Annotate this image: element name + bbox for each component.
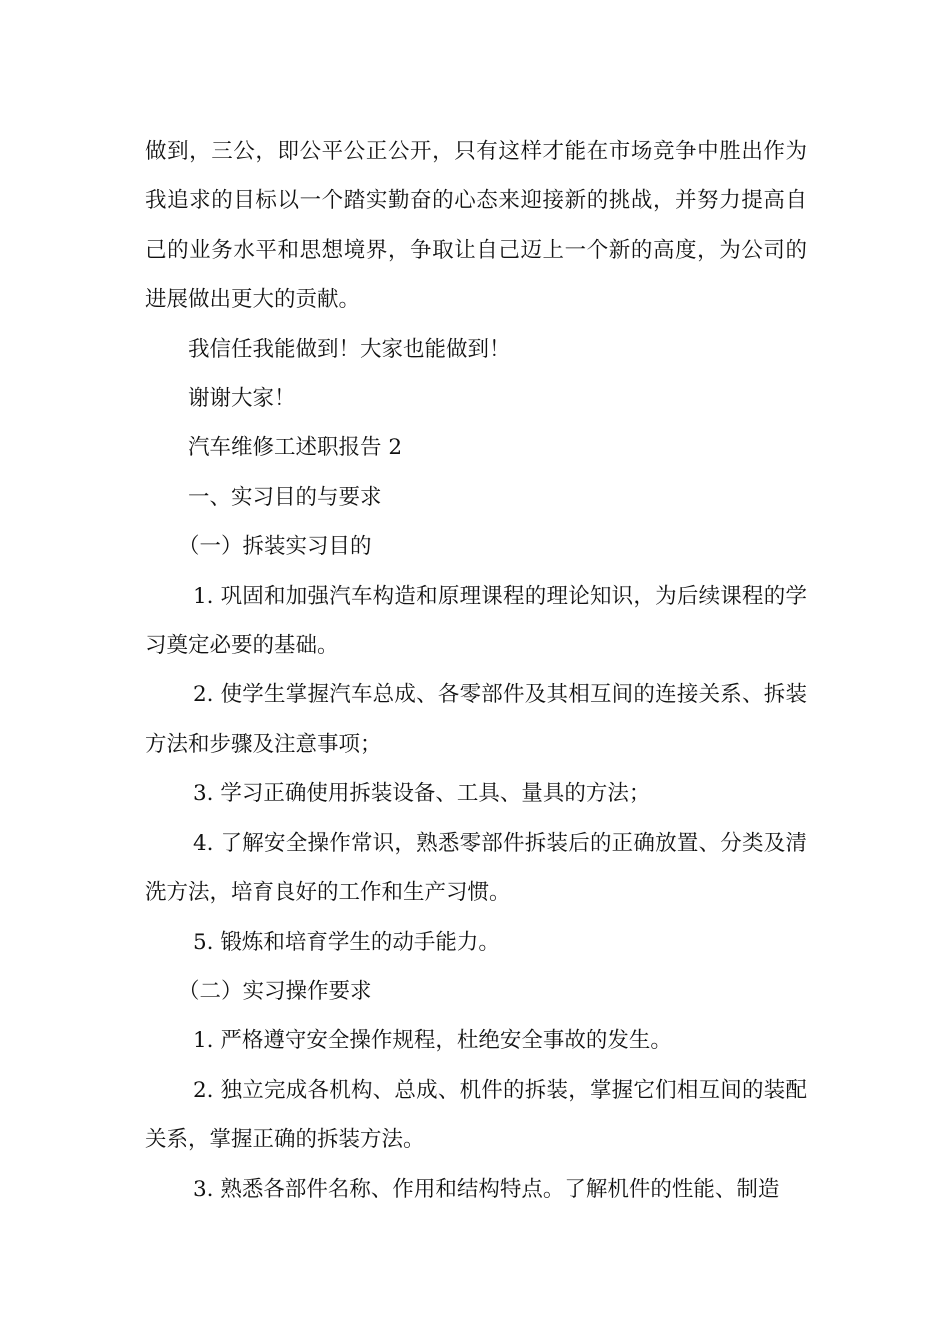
list-item-goal-3: 3. 学习正确使用拆装设备、工具、量具的方法； [193, 781, 651, 807]
list-item-requirement-1: 1. 严格遵守安全操作规程，杜绝安全事故的发生。 [193, 1028, 672, 1054]
list-item-goal-5: 5. 锻炼和培育学生的动手能力。 [193, 929, 500, 955]
paragraph-confidence: 我信任我能做到！大家也能做到！ [188, 336, 511, 362]
list-item-goal-4: 4. 了解安全操作常识，熟悉零部件拆装后的正确放置、分类及清洗方法，培育良好的工作和生产习惯。 [145, 830, 807, 906]
list-item-goal-1: 1. 巩固和加强汽车构造和原理课程的理论知识，为后续课程的学习奠定必要的基础。 [145, 583, 807, 659]
list-item-requirement-2: 2. 独立完成各机构、总成、机件的拆装，掌握它们相互间的装配关系，掌握正确的拆装方法。 [145, 1077, 807, 1153]
list-item-goal-2: 2. 使学生掌握汽车总成、各零部件及其相互间的连接关系、拆装方法和步骤及注意事项； [145, 682, 807, 757]
section-title-report-2: 汽车维修工述职报告 2 [188, 435, 403, 461]
heading-internship-goals: 一、实习目的与要求 [188, 484, 382, 510]
paragraph-continuation: 做到，三公，即公平公正公开，只有这样才能在市场竞争中胜出作为我追求的目标以一个踏实勤奋的心态来迎接新的挑战，并努力提高自己的业务水平和思想境界，争取让自己迈上一个新的高度，为公司的进展做出更大的贡献。 [145, 139, 807, 313]
subheading-disassembly-goals: （一）拆装实习目的 [178, 534, 372, 560]
subheading-operation-requirements: （二）实习操作要求 [178, 978, 372, 1004]
paragraph-thanks: 谢谢大家！ [188, 386, 296, 412]
document-body [145, 127, 807, 1214]
list-item-requirement-3: 3. 熟悉各部件名称、作用和结构特点。了解机件的性能、制造 [193, 1176, 780, 1202]
